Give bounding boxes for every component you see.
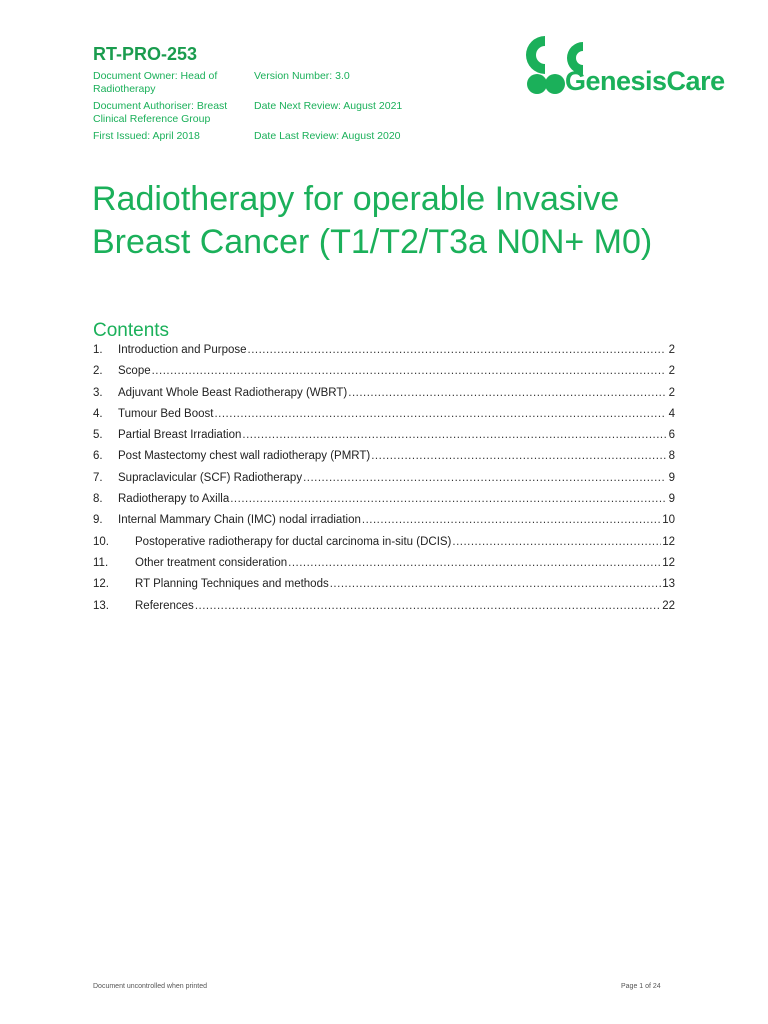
toc-entry[interactable] bbox=[93, 600, 675, 621]
toc-dot-leader bbox=[452, 536, 661, 548]
footer-page-number: Page 1 of 24 bbox=[621, 983, 661, 990]
toc-entry-page[interactable]: 12 bbox=[662, 535, 675, 548]
toc-entry-number: 2. bbox=[93, 365, 103, 378]
toc-entry-label[interactable]: Tumour Bed Boost bbox=[118, 407, 214, 420]
toc-entry-page[interactable]: 22 bbox=[662, 599, 675, 612]
toc-entry[interactable] bbox=[93, 387, 675, 408]
toc-entry-label[interactable]: References bbox=[135, 599, 194, 612]
toc-entry[interactable] bbox=[93, 578, 675, 599]
toc-entry-number: 13. bbox=[93, 599, 109, 612]
toc-dot-leader bbox=[242, 429, 666, 441]
toc-entry-number: 9. bbox=[93, 514, 103, 527]
toc-entry-number: 5. bbox=[93, 429, 103, 442]
toc-dot-leader bbox=[152, 365, 666, 377]
toc-entry-label[interactable]: Adjuvant Whole Beast Radiotherapy (WBRT) bbox=[118, 386, 348, 399]
contents-heading: Contents bbox=[93, 320, 170, 341]
toc-entry-number: 8. bbox=[93, 493, 103, 506]
toc-dot-leader bbox=[288, 557, 661, 569]
toc-entry-label[interactable]: Scope bbox=[118, 365, 151, 378]
toc-dot-leader bbox=[214, 408, 666, 420]
toc-entry[interactable] bbox=[93, 514, 675, 535]
toc-entry-number: 6. bbox=[93, 450, 103, 463]
toc-dot-leader bbox=[330, 578, 661, 590]
logo-wordmark: GenesisCare bbox=[565, 66, 725, 96]
toc-entry[interactable] bbox=[93, 344, 675, 365]
toc-entry-label[interactable]: Supraclavicular (SCF) Radiotherapy bbox=[118, 471, 303, 484]
toc-entry-page[interactable]: 4 bbox=[668, 407, 675, 420]
toc-entry[interactable] bbox=[93, 493, 675, 514]
toc-dot-leader bbox=[230, 493, 666, 505]
toc-entry-number: 11. bbox=[93, 556, 109, 569]
date-last-review: Date Last Review: August 2020 bbox=[254, 130, 401, 142]
page-title: Radiotherapy for operable Invasive Breast Cancer (T1/T2/T3a N0N+ M0) bbox=[92, 180, 653, 261]
toc-entry-page[interactable]: 2 bbox=[668, 386, 675, 399]
toc-entry[interactable] bbox=[93, 557, 675, 578]
document-code: RT-PRO-253 bbox=[93, 44, 198, 64]
toc-entry-number: 12. bbox=[93, 578, 109, 591]
toc-entry[interactable] bbox=[93, 429, 675, 450]
toc-entry-page[interactable]: 2 bbox=[668, 365, 675, 378]
toc-entry-page[interactable]: 12 bbox=[662, 556, 675, 569]
table-of-contents bbox=[93, 344, 675, 621]
toc-entry-label[interactable]: Introduction and Purpose bbox=[118, 344, 247, 356]
toc-entry-label[interactable]: Radiotherapy to Axilla bbox=[118, 493, 230, 506]
toc-entry-page[interactable]: 13 bbox=[662, 578, 675, 591]
toc-entry-number: 7. bbox=[93, 471, 103, 484]
version-number: Version Number: 3.0 bbox=[254, 70, 350, 82]
toc-entry-label[interactable]: Other treatment consideration bbox=[135, 556, 288, 569]
toc-entry-page[interactable]: 2 bbox=[668, 344, 675, 356]
toc-entry-label[interactable]: Post Mastectomy chest wall radiotherapy (PMRT) bbox=[118, 450, 371, 463]
toc-entry-page[interactable]: 9 bbox=[668, 471, 675, 484]
document-authoriser: Document Authoriser: Breast Clinical Reference Group bbox=[93, 100, 228, 125]
toc-entry[interactable] bbox=[93, 536, 675, 557]
footer-uncontrolled-note: Document uncontrolled when printed bbox=[93, 983, 208, 990]
toc-entry[interactable] bbox=[93, 408, 675, 429]
toc-dot-leader bbox=[303, 472, 666, 484]
toc-entry-page[interactable]: 9 bbox=[668, 493, 675, 506]
toc-entry[interactable] bbox=[93, 365, 675, 386]
toc-entry-label[interactable]: Postoperative radiotherapy for ductal carcinoma in-situ (DCIS) bbox=[135, 535, 452, 548]
toc-entry-label[interactable]: RT Planning Techniques and methods bbox=[135, 578, 329, 591]
toc-entry-number: 10. bbox=[93, 535, 109, 548]
document-owner: Document Owner: Head of Radiotherapy bbox=[93, 70, 218, 95]
first-issued: First Issued: April 2018 bbox=[93, 130, 200, 142]
toc-entry[interactable] bbox=[93, 450, 675, 471]
toc-entry-number: 3. bbox=[93, 386, 103, 399]
toc-dot-leader bbox=[362, 514, 661, 526]
toc-entry-number: 1. bbox=[93, 344, 103, 356]
toc-dot-leader bbox=[348, 387, 666, 399]
toc-entry-page[interactable]: 10 bbox=[662, 514, 675, 527]
toc-entry[interactable] bbox=[93, 472, 675, 493]
toc-dot-leader bbox=[371, 450, 666, 462]
toc-entry-page[interactable]: 8 bbox=[668, 450, 675, 463]
toc-entry-label[interactable]: Internal Mammary Chain (IMC) nodal irradiation bbox=[118, 514, 361, 527]
toc-dot-leader bbox=[248, 344, 666, 356]
toc-entry-page[interactable]: 6 bbox=[668, 429, 675, 442]
date-next-review: Date Next Review: August 2021 bbox=[254, 100, 403, 112]
toc-entry-number: 4. bbox=[93, 407, 103, 420]
toc-entry-label[interactable]: Partial Breast Irradiation bbox=[118, 429, 242, 442]
toc-dot-leader bbox=[195, 600, 661, 612]
